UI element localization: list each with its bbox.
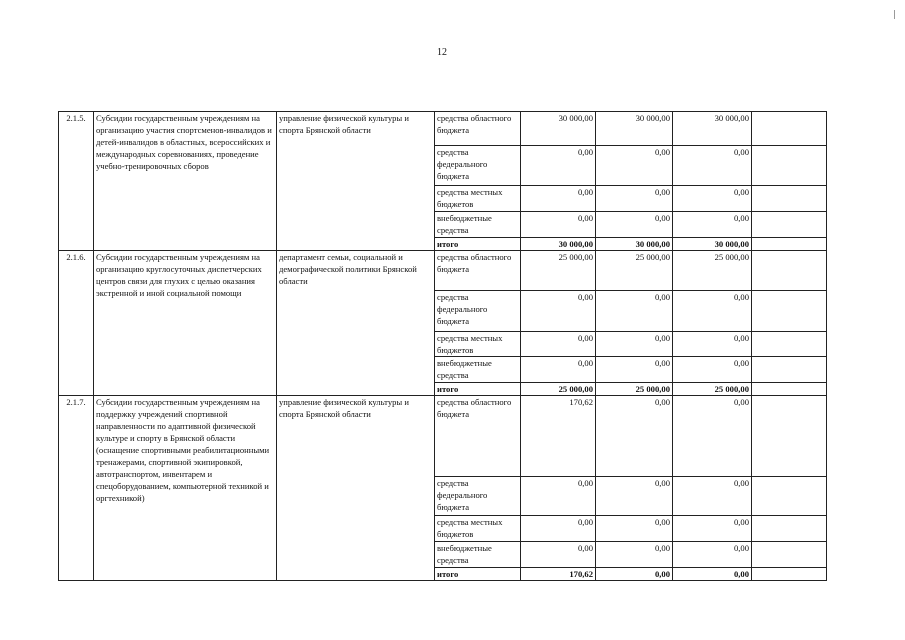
value-year-2: 30 000,00 — [596, 112, 673, 146]
source-label: внебюджетные средства — [435, 212, 521, 238]
row-number: 2.1.7. — [59, 396, 94, 581]
source-label: внебюджетные средства — [435, 357, 521, 383]
value-year-3: 30 000,00 — [673, 112, 752, 146]
value-year-2: 0,00 — [596, 291, 673, 332]
value-year-3: 0,00 — [673, 186, 752, 212]
source-label: средства местных бюджетов — [435, 332, 521, 357]
empty-cell — [752, 251, 827, 291]
empty-cell — [752, 477, 827, 516]
value-year-2: 0,00 — [596, 516, 673, 542]
empty-cell — [752, 146, 827, 186]
value-year-1: 0,00 — [521, 291, 596, 332]
source-label: внебюджетные средства — [435, 542, 521, 568]
empty-cell — [752, 542, 827, 568]
total-year-2: 30 000,00 — [596, 238, 673, 251]
empty-cell — [752, 396, 827, 477]
empty-cell — [752, 212, 827, 238]
value-year-2: 25 000,00 — [596, 251, 673, 291]
value-year-3: 0,00 — [673, 291, 752, 332]
value-year-3: 0,00 — [673, 146, 752, 186]
empty-cell — [752, 291, 827, 332]
empty-cell — [752, 112, 827, 146]
source-label: итого — [435, 238, 521, 251]
value-year-3: 0,00 — [673, 516, 752, 542]
value-year-3: 0,00 — [673, 332, 752, 357]
source-label: средства областного бюджета — [435, 396, 521, 477]
table-row — [59, 112, 827, 146]
value-year-1: 170,62 — [521, 396, 596, 477]
value-year-3: 0,00 — [673, 477, 752, 516]
total-year-3: 0,00 — [673, 568, 752, 581]
empty-cell — [752, 357, 827, 383]
value-year-3: 25 000,00 — [673, 251, 752, 291]
value-year-3: 0,00 — [673, 212, 752, 238]
empty-cell — [752, 568, 827, 581]
source-label: средства федерального бюджета — [435, 477, 521, 516]
empty-cell — [752, 238, 827, 251]
value-year-1: 25 000,00 — [521, 251, 596, 291]
total-year-1: 170,62 — [521, 568, 596, 581]
executor: управление физической культуры и спорта Брянской области — [277, 396, 435, 581]
empty-cell — [752, 332, 827, 357]
total-year-1: 25 000,00 — [521, 383, 596, 396]
value-year-3: 0,00 — [673, 357, 752, 383]
value-year-1: 0,00 — [521, 477, 596, 516]
value-year-2: 0,00 — [596, 396, 673, 477]
empty-cell — [752, 383, 827, 396]
total-year-3: 30 000,00 — [673, 238, 752, 251]
total-year-3: 25 000,00 — [673, 383, 752, 396]
value-year-1: 0,00 — [521, 186, 596, 212]
value-year-2: 0,00 — [596, 332, 673, 357]
total-year-1: 30 000,00 — [521, 238, 596, 251]
source-label: средства местных бюджетов — [435, 516, 521, 542]
value-year-1: 0,00 — [521, 146, 596, 186]
total-year-2: 25 000,00 — [596, 383, 673, 396]
source-label: средства федерального бюджета — [435, 146, 521, 186]
value-year-2: 0,00 — [596, 146, 673, 186]
source-label: итого — [435, 568, 521, 581]
value-year-2: 0,00 — [596, 477, 673, 516]
value-year-3: 0,00 — [673, 396, 752, 477]
source-label: средства местных бюджетов — [435, 186, 521, 212]
value-year-1: 30 000,00 — [521, 112, 596, 146]
budget-table — [58, 111, 827, 581]
value-year-1: 0,00 — [521, 542, 596, 568]
source-label: средства областного бюджета — [435, 251, 521, 291]
empty-cell — [752, 186, 827, 212]
empty-cell — [752, 516, 827, 542]
value-year-2: 0,00 — [596, 186, 673, 212]
total-year-2: 0,00 — [596, 568, 673, 581]
source-label: итого — [435, 383, 521, 396]
executor: департамент семьи, социальной и демографической политики Брянской области — [277, 251, 435, 396]
source-label: средства областного бюджета — [435, 112, 521, 146]
value-year-2: 0,00 — [596, 357, 673, 383]
table-row — [59, 251, 827, 291]
value-year-1: 0,00 — [521, 212, 596, 238]
scan-margin-mark — [894, 10, 895, 19]
measure-name: Субсидии государственным учреждениям на организацию круглосуточных диспетчерских центров связи для глухих с целью оказания экстренной и иной социальной помощи — [94, 251, 277, 396]
executor: управление физической культуры и спорта Брянской области — [277, 112, 435, 251]
value-year-1: 0,00 — [521, 516, 596, 542]
value-year-3: 0,00 — [673, 542, 752, 568]
value-year-2: 0,00 — [596, 212, 673, 238]
page-number: 12 — [437, 47, 447, 58]
value-year-1: 0,00 — [521, 357, 596, 383]
row-number: 2.1.6. — [59, 251, 94, 396]
value-year-1: 0,00 — [521, 332, 596, 357]
row-number: 2.1.5. — [59, 112, 94, 251]
value-year-2: 0,00 — [596, 542, 673, 568]
source-label: средства федерального бюджета — [435, 291, 521, 332]
table-row — [59, 396, 827, 477]
measure-name: Субсидии государственным учреждениям на организацию участия спортсменов-инвалидов и детей-инвалидов в областных, всероссийских и международных соревнованиях, проведение учебно-тренировочных сборов — [94, 112, 277, 251]
measure-name: Субсидии государственным учреждениям на поддержку учреждений спортивной направленности по адаптивной физической культуре и спорту в Брянской области (оснащение спортивными реабилитационными тренажерами, спортивной экипировкой, автотранспортом, инвентарем и спецоборудованием, компьютерной техникой и оргтехникой) — [94, 396, 277, 581]
